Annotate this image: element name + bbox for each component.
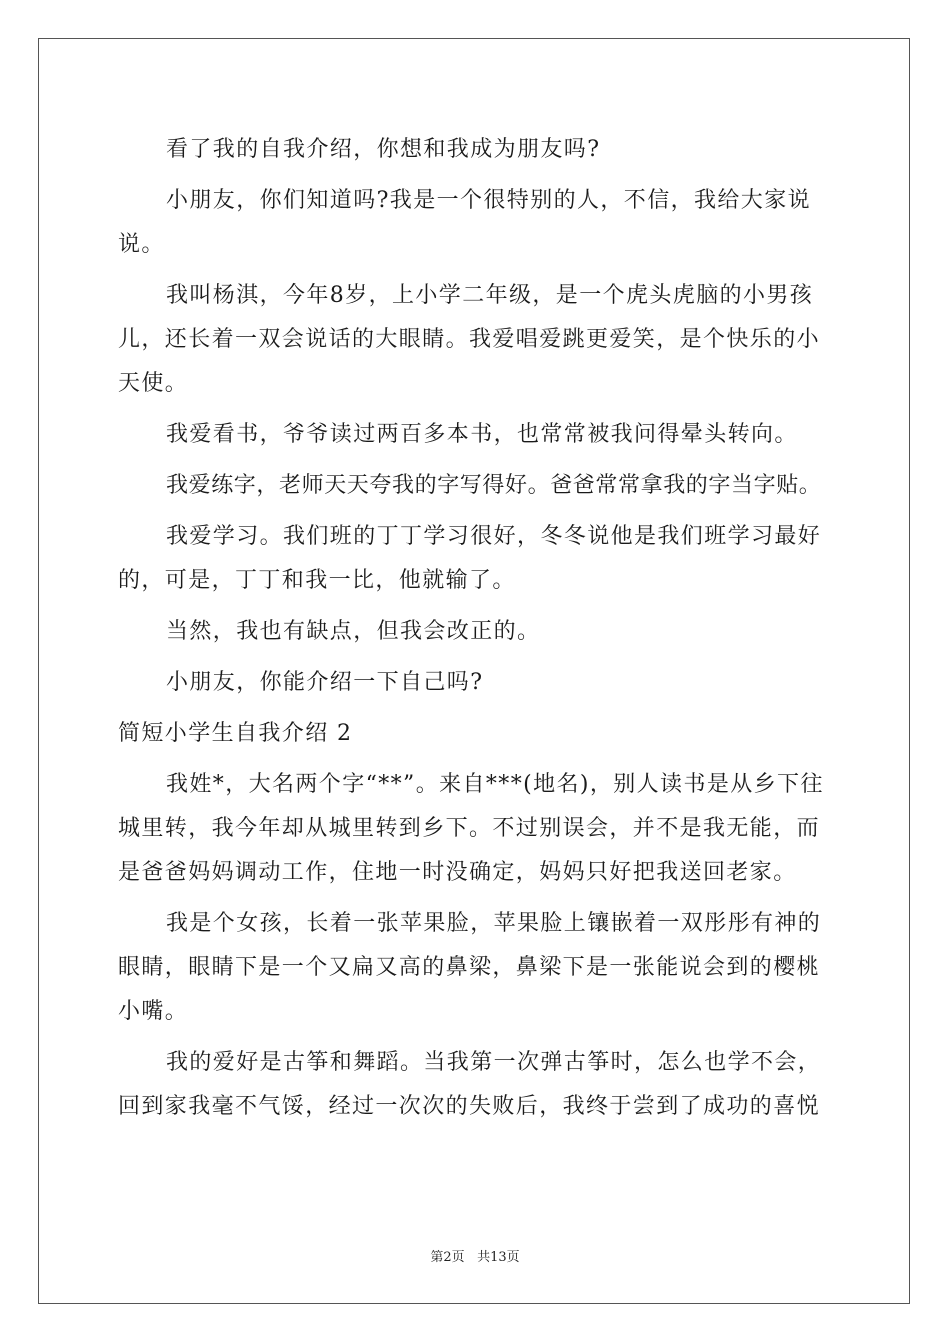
paragraph: 我爱学习。我们班的丁丁学习很好，冬冬说他是我们班学习最好的，可是，丁丁和我一比，他就输了。 [118,524,822,593]
page-number: 第2页 [430,1250,465,1265]
paragraph: 我爱看书，爷爷读过两百多本书，也常常被我问得晕头转向。 [166,422,798,447]
paragraph: 我爱练字，老师天天夸我的字写得好。爸爸常常拿我的字当字贴。 [166,473,822,498]
paragraph: 当然，我也有缺点，但我会改正的。 [166,619,541,644]
page-total: 共13页 [477,1250,520,1265]
paragraph: 看了我的自我介绍，你想和我成为朋友吗? [166,137,601,162]
paragraph: 我叫杨淇，今年8岁，上小学二年级，是一个虎头虎脑的小男孩儿，还长着一双会说话的大眼睛。我爱唱爱跳更爱笑，是个快乐的小天使。 [118,283,821,396]
paragraph: 我姓*，大名两个字“**”。来自***(地名)，别人读书是从乡下往城里转，我今年却从城里转到乡下。不过别误会，并不是我无能，而是爸爸妈妈调动工作，住地一时没确定，妈妈只好把我送回老家。 [118,772,824,885]
paragraph: 我的爱好是古筝和舞蹈。当我第一次弹古筝时，怎么也学不会，回到家我毫不气馁，经过一次次的失败后，我终于尝到了成功的喜悦 [118,1050,822,1119]
paragraph: 小朋友，你能介绍一下自己吗? [166,670,484,695]
document-body [118,128,840,1136]
section-heading: 简短小学生自我介绍 2 [118,721,353,746]
paragraph: 我是个女孩，长着一张苹果脸，苹果脸上镶嵌着一双彤彤有神的眼睛，眼睛下是一个又扁又高的鼻梁，鼻梁下是一张能说会到的樱桃小嘴。 [118,911,822,1024]
paragraph: 小朋友，你们知道吗?我是一个很特别的人，不信，我给大家说说。 [118,188,811,257]
page-footer [0,1246,950,1265]
